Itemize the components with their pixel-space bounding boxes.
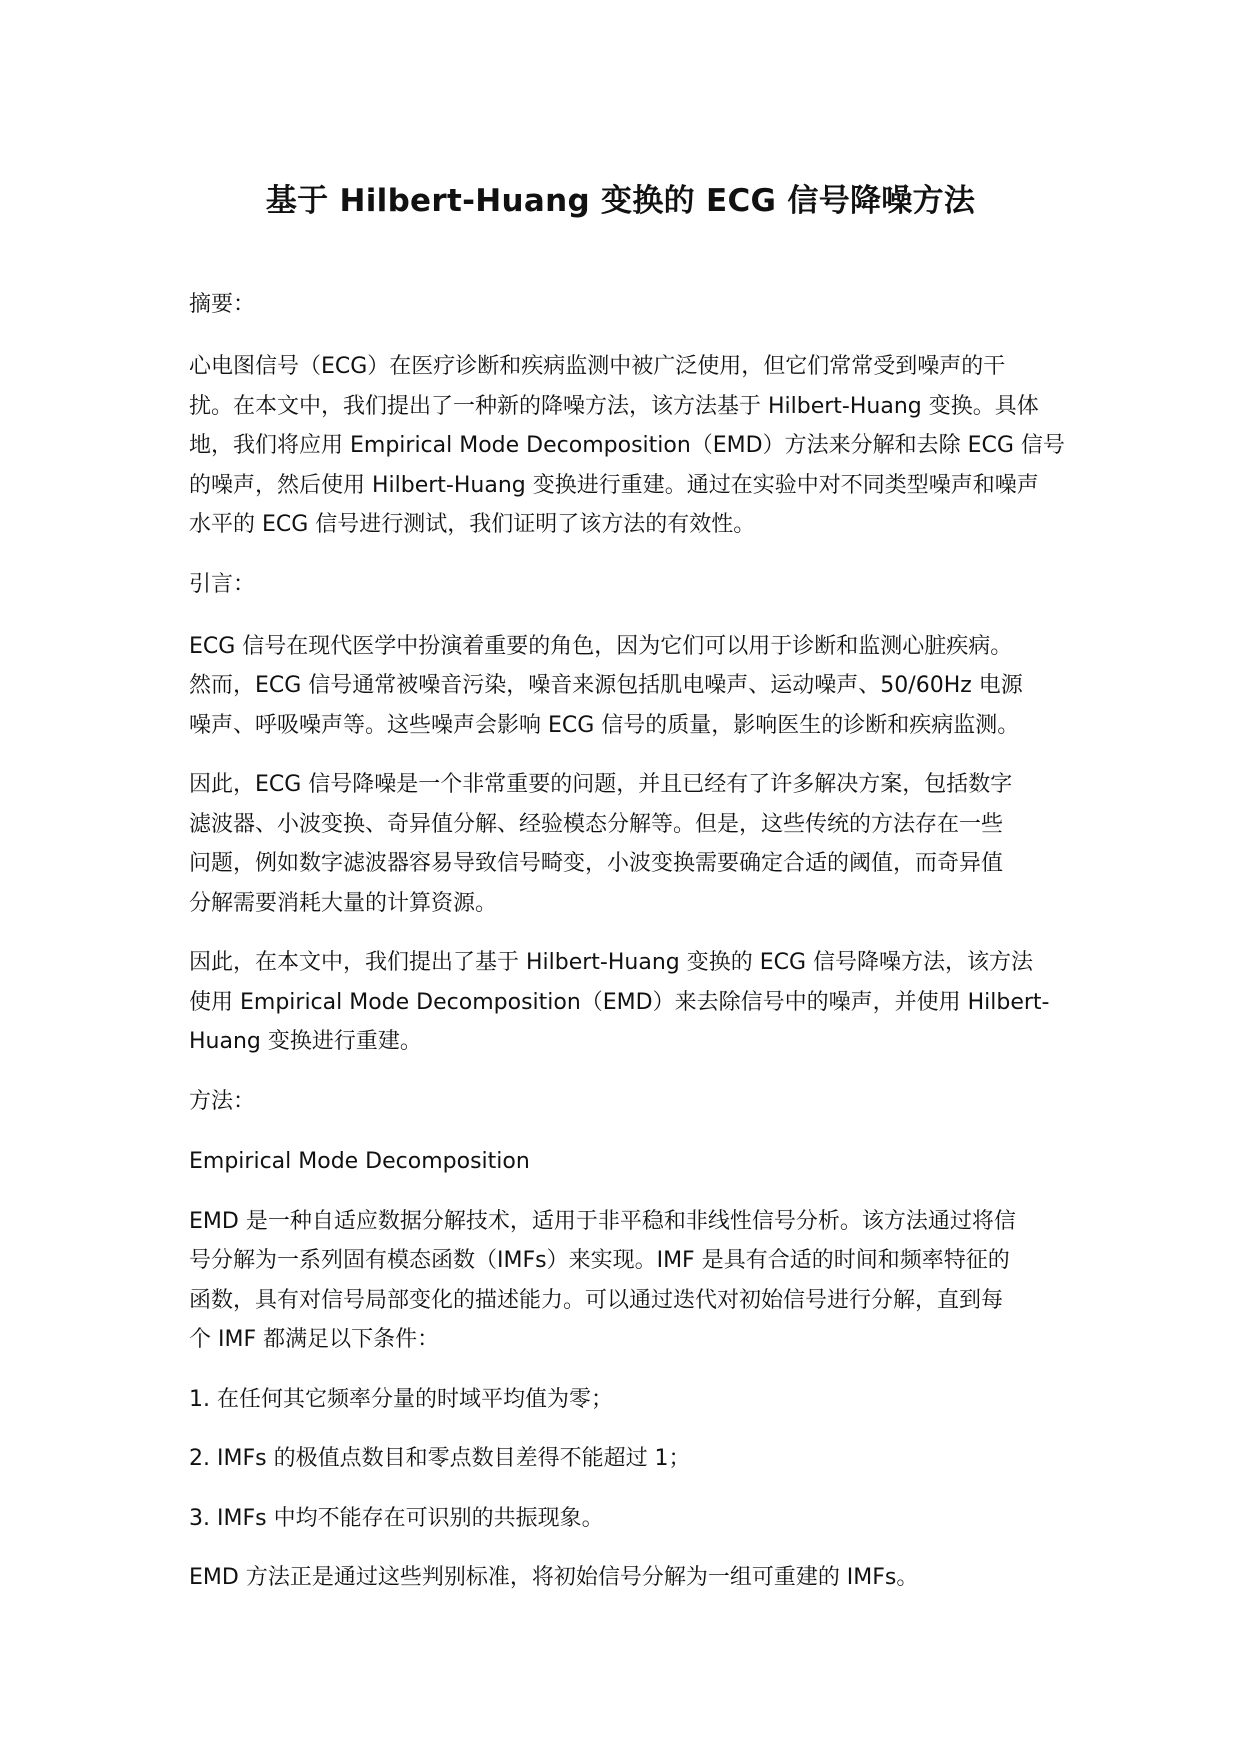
condition-item-2: 2. IMFs 的极值点数目和零点数目差得不能超过 1；	[189, 1446, 691, 1471]
introduction-paragraph-2	[189, 765, 1059, 923]
introduction-paragraph-3	[189, 943, 1059, 1062]
emd-subheading: Empirical Mode Decomposition	[189, 1148, 530, 1174]
methods-heading: 方法：	[189, 1088, 256, 1114]
text-line: 心电图信号（ECG）在医疗诊断和疾病监测中被广泛使用，但它们常常受到噪声的干	[189, 354, 1006, 379]
text-line: 分解需要消耗大量的计算资源。	[189, 890, 498, 916]
emd-closing-paragraph: EMD 方法正是通过这些判别标准，将初始信号分解为一组可重建的 IMFs。	[189, 1565, 919, 1590]
text-line: 地，我们将应用 Empirical Mode Decomposition（EMD）方法来分解和去除 ECG 信号	[189, 433, 1065, 458]
text-line: 个 IMF 都满足以下条件：	[189, 1327, 440, 1352]
text-line: 问题，例如数字滤波器容易导致信号畸变，小波变换需要确定合适的阈值，而奇异值	[189, 851, 1004, 876]
text-line: 号分解为一系列固有模态函数（IMFs）来实现。IMF 是具有合适的时间和频率特征的	[189, 1248, 1010, 1273]
emd-paragraph	[189, 1202, 1059, 1360]
condition-item-3: 3. IMFs 中均不能存在可识别的共振现象。	[189, 1505, 604, 1531]
text-line: 的噪声，然后使用 Hilbert-Huang 变换进行重建。通过在实验中对不同类型噪声和噪声	[189, 472, 1039, 498]
text-line: 函数，具有对信号局部变化的描述能力。可以通过迭代对初始信号进行分解，直到每	[189, 1287, 1004, 1313]
text-line: 噪声、呼吸噪声等。这些噪声会影响 ECG 信号的质量，影响医生的诊断和疾病监测。	[189, 712, 1020, 738]
condition-item-1: 1. 在任何其它频率分量的时域平均值为零；	[189, 1386, 613, 1412]
abstract-heading: 摘要：	[189, 292, 256, 317]
text-line: 因此，在本文中，我们提出了基于 Hilbert-Huang 变换的 ECG 信号降噪方法，该方法	[189, 950, 1034, 975]
text-line: 然而，ECG 信号通常被噪音污染，噪音来源包括肌电噪声、运动噪声、50/60Hz 电源	[189, 673, 1023, 698]
text-line: Huang 变换进行重建。	[189, 1029, 422, 1054]
text-line: 水平的 ECG 信号进行测试，我们证明了该方法的有效性。	[189, 512, 756, 537]
abstract-paragraph	[189, 347, 1065, 545]
introduction-paragraph-1	[189, 627, 1059, 746]
introduction-heading: 引言：	[189, 571, 256, 597]
text-line: 扰。在本文中，我们提出了一种新的降噪方法，该方法基于 Hilbert-Huang 变换。具体	[189, 393, 1039, 419]
text-line: 滤波器、小波变换、奇异值分解、经验模态分解等。但是，这些传统的方法存在一些	[189, 811, 1004, 837]
text-line: ECG 信号在现代医学中扮演着重要的角色，因为它们可以用于诊断和监测心脏疾病。	[189, 633, 1013, 659]
text-line: 使用 Empirical Mode Decomposition（EMD）来去除信号中的噪声，并使用 Hilbert-	[189, 989, 1050, 1015]
document-title: 基于 Hilbert-Huang 变换的 ECG 信号降噪方法	[265, 183, 976, 219]
text-line: EMD 是一种自适应数据分解技术，适用于非平稳和非线性信号分析。该方法通过将信	[189, 1208, 1016, 1234]
document-body	[189, 285, 1065, 1598]
text-line: 因此，ECG 信号降噪是一个非常重要的问题，并且已经有了许多解决方案，包括数字	[189, 772, 1013, 797]
